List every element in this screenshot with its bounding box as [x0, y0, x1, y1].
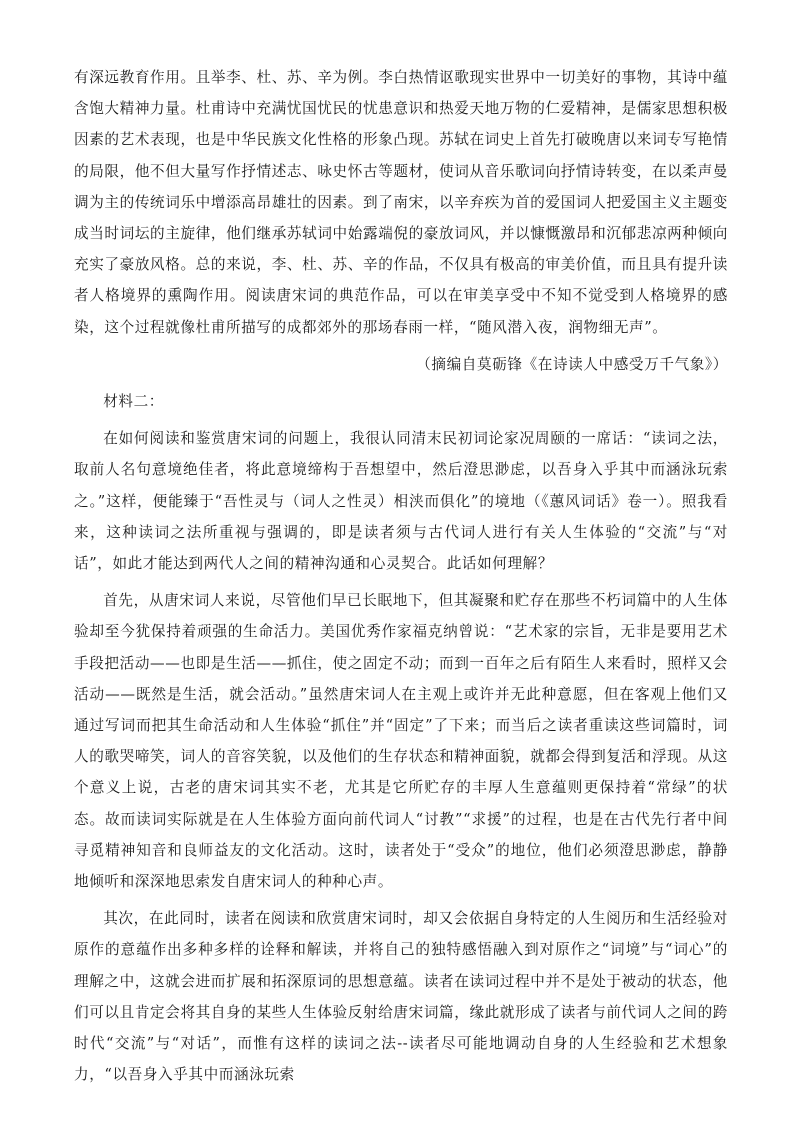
paragraph-2: 首先，从唐宋词人来说，尽管他们早已长眠地下，但其凝聚和贮存在那些不朽词篇中的人生体验却至今犹保持着顽强的生命活力。美国优秀作家福克纳曾说：“艺术家的宗旨，无非是要用艺术手段把活动——也即是生活——抓住，使之固定不动；而到一百年之后有陌生人来看时，照样又会活动——既然是生活，就会活动。”虽然唐宋词人在主观上或许并无此种意愿，但在客观上他们又通过写词而把其生命活动和人生体验“抓住”并“固定”了下来；而当后之读者重读这些词篇时，词人的歌哭啼笑，词人的音容笑貌，以及他们的生存状态和精神面貌，就都会得到复活和浮现。从这个意义上说，古老的唐宋词其实不老，尤其是它所贮存的丰厚人生意蕴则更保持着“常绿”的状态。故而读词实际就是在人生体验方面向前代词人“讨教”“求援”的过程，也是在古代先行者中间寻觅精神知音和良师益友的文化活动。这时，读者处于“受众”的地位，他们必须澄思渺虑，静静地倾听和深深地思索发自唐宋词人的种种心声。	[74, 592, 728, 891]
section-heading: 材料二：	[103, 393, 164, 411]
source-citation: （摘编自莫砺锋《在诗读人中感受万千气象》）	[416, 355, 728, 373]
document-page	[74, 62, 728, 1091]
paragraph-continued: 有深远教育作用。且举李、杜、苏、辛为例。李白热情讴歌现实世界中一切美好的事物，其诗中蕴含饱大精神力量。杜甫诗中充满忧国忧民的忧患意识和热爱天地万物的仁爱精神，是儒家思想积极因素的艺术表现，也是中华民族文化性格的形象凸现。苏轼在词史上首先打破晚唐以来词专写艳情的局限，他不但大量写作抒情述志、咏史怀古等题材，使词从音乐歌词向抒情诗转变，在以柔声曼调为主的传统词乐中增添高昂雄壮的因素。到了南宋，以辛弃疾为首的爱国词人把爱国主义主题变成当时词坛的主旋律，他们继承苏轼词中始露端倪的豪放词风，并以慷慨激昂和沉郁悲凉两种倾向充实了豪放风格。总的来说，李、杜、苏、辛的作品，不仅具有极高的审美价值，而且具有提升读者人格境界的熏陶作用。阅读唐宋词的典范作品，可以在审美享受中不知不觉受到人格境界的感染，这个过程就像杜甫所描写的成都郊外的那场春雨一样，“随风潜入夜，润物细无声”。	[74, 69, 728, 336]
paragraph-1: 在如何阅读和鉴赏唐宋词的问题上，我很认同清末民初词论家况周颐的一席话：“读词之法，取前人名句意境绝佳者，将此意境缔构于吾想望中，然后澄思渺虑，以吾身入乎其中而涵泳玩索之。”这样，便能臻于“吾性灵与（词人之性灵）相浃而俱化”的境地（《蕙风词话》卷一）。照我看来，这种读词之法所重视与强调的，即是读者须与古代词人进行有关人生体验的“交流”与“对话”，如此才能达到两代人之间的精神沟通和心灵契合。此话如何理解？	[74, 430, 728, 573]
paragraph-3: 其次，在此同时，读者在阅读和欣赏唐宋词时，却又会依据自身特定的人生阅历和生活经验对原作的意蕴作出多种多样的诠释和解读，并将自己的独特感悟融入到对原作之“词境”与“词心”的理解之中，这就会进而扩展和拓深原词的思想意蕴。读者在读词过程中并不是处于被动的状态，他们可以且肯定会将其自身的某些人生体验反射给唐宋词篇，缘此就形成了读者与前代词人之间的跨时代“交流”与“对话”，而惟有这样的读词之法--读者尽可能地调动自身的人生经验和艺术想象力，“以吾身入乎其中而涵泳玩索	[74, 910, 728, 1084]
